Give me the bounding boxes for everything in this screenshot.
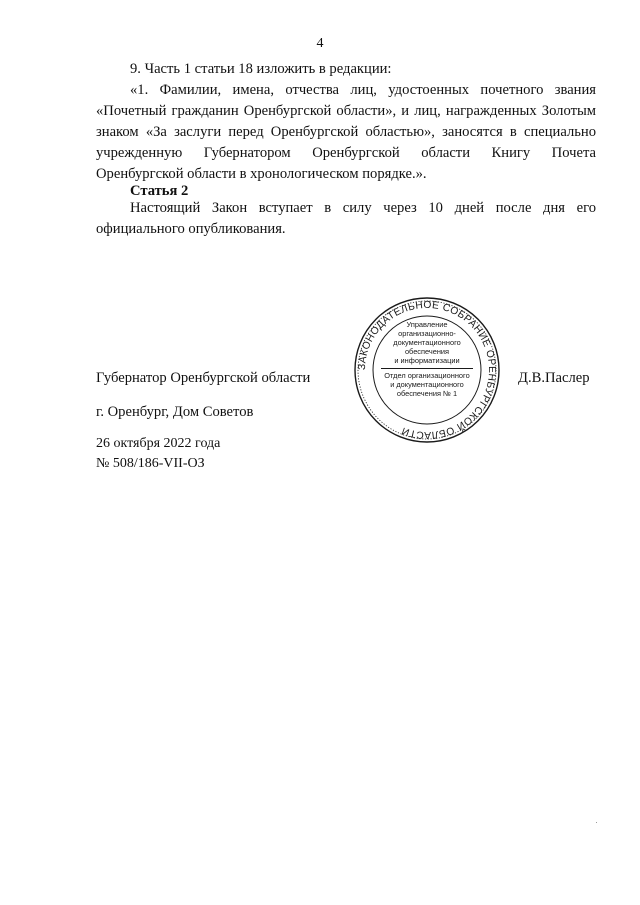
- official-seal-stamp: [353, 296, 501, 444]
- amendment-quote-text: «1. Фамилии, имена, отчества лиц, удостоенных почетного звания «Почетный гражданин Оренбургской области», и лиц, награжденных Золотым знаком «За заслуги перед Оренбургской областью», заносятся в специально учрежденную Губернатором Оренбургской области Книгу Почета Оренбургской области в хронологическом порядке.».: [96, 82, 596, 182]
- seal-line: Отдел организационного: [384, 371, 470, 380]
- article-body-text: Настоящий Закон вступает в силу через 10 дней после дня его официального опубликования.: [96, 200, 596, 237]
- amendment-quote: [96, 80, 596, 185]
- seal-line: документационного: [393, 338, 461, 347]
- seal-ring-text: ЗАКОНОДАТЕЛЬНОЕ СОБРАНИЕ ОРЕНБУРГСКОЙ ОБЛАСТИ: [356, 299, 498, 441]
- amendment-intro-text: 9. Часть 1 статьи 18 изложить в редакции:: [130, 61, 392, 77]
- signing-date: 26 октября 2022 года: [96, 436, 221, 451]
- seal-line: обеспечения: [404, 347, 450, 356]
- page-number: 4: [316, 36, 324, 51]
- seal-divider: [381, 368, 473, 369]
- seal-line: и информатизации: [394, 356, 460, 365]
- law-number: № 508/186-VII-ОЗ: [96, 456, 205, 471]
- seal-line: Управление: [406, 320, 448, 329]
- seal-line: обеспечения № 1: [396, 389, 458, 398]
- scan-speck: [596, 822, 597, 823]
- signatory-name: Д.В.Паслер: [518, 370, 590, 386]
- signing-place: г. Оренбург, Дом Советов: [96, 404, 254, 420]
- article-heading-text: Статья 2: [130, 183, 189, 199]
- amendment-intro: [96, 59, 596, 80]
- signatory-title: Губернатор Оренбургской области: [96, 370, 311, 386]
- seal-center-text: [375, 320, 479, 420]
- article-text: [96, 198, 596, 240]
- seal-line: организационно-: [398, 329, 456, 338]
- seal-line: и документационного: [390, 380, 464, 389]
